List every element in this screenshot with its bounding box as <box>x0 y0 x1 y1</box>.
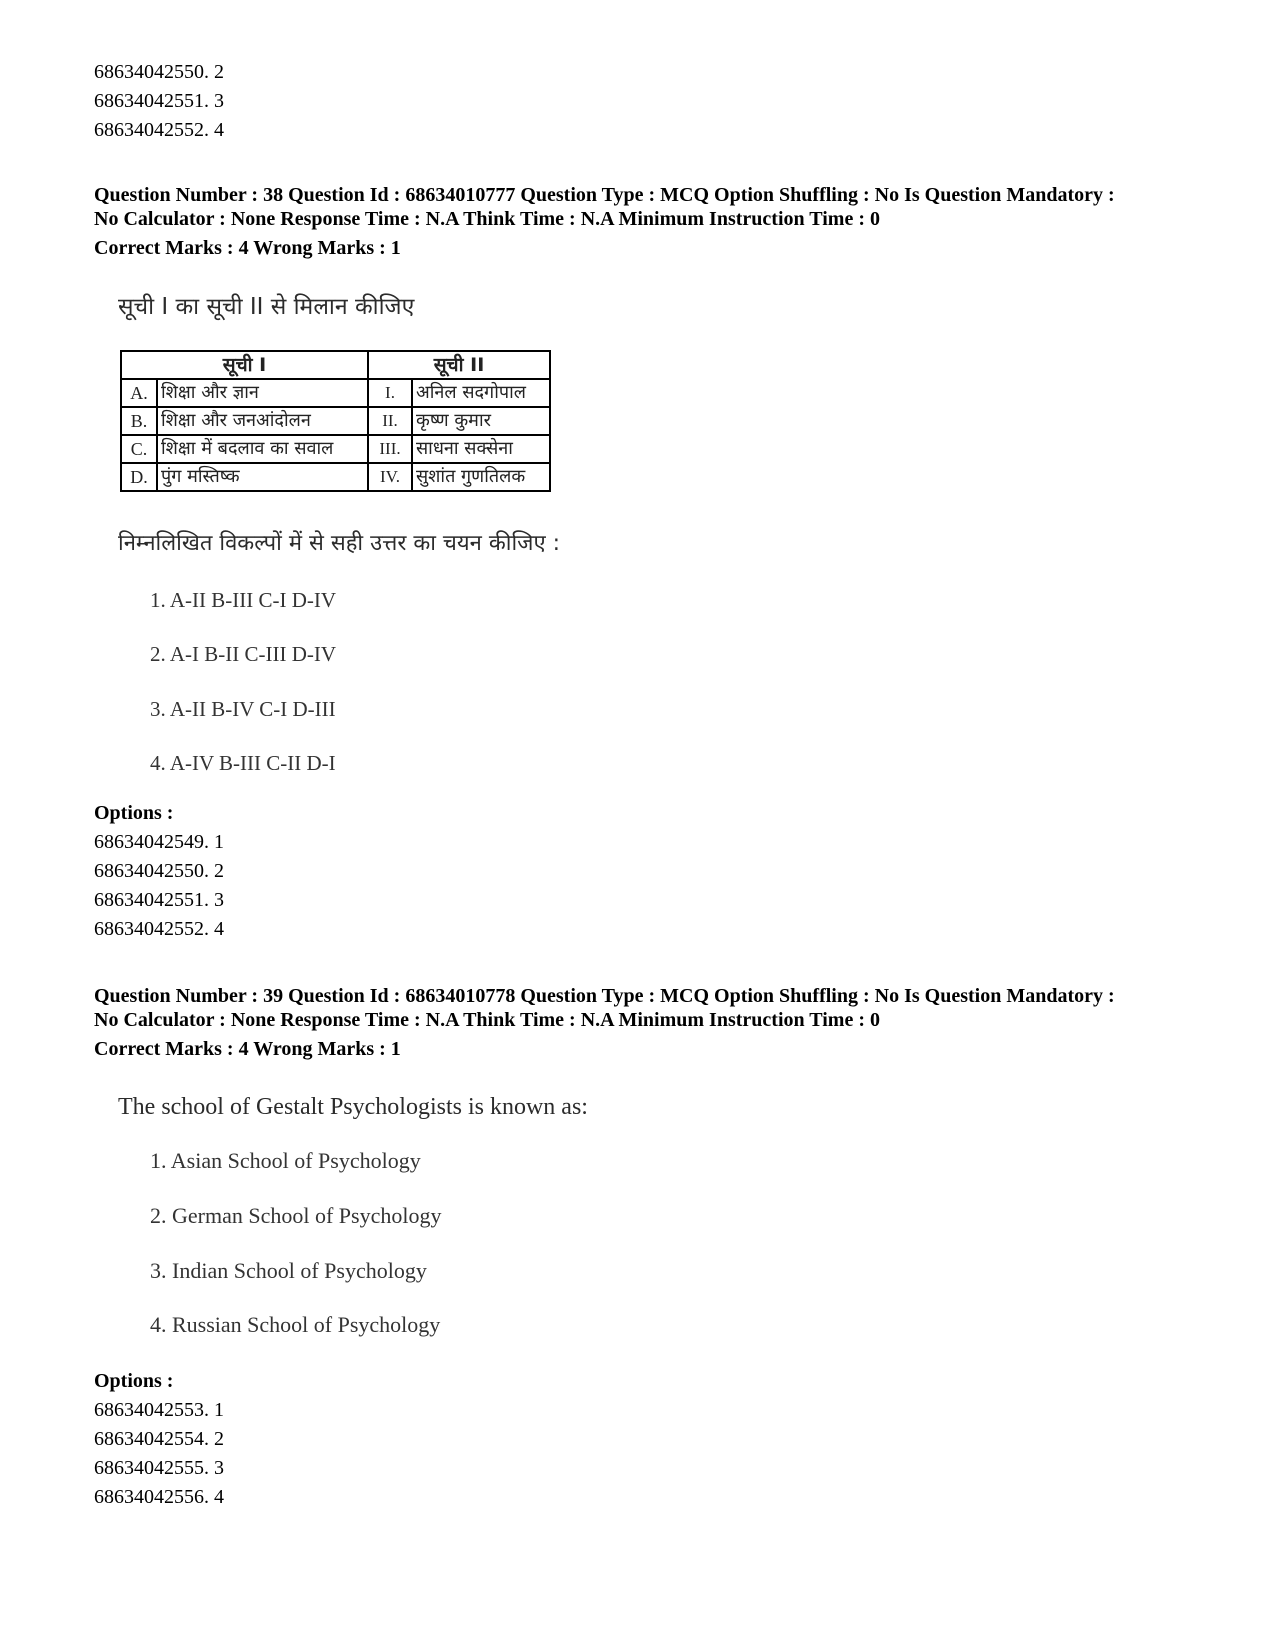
q38-choice: 1. A-II B-III C-I D-IV <box>150 588 337 612</box>
option-line: 68634042551. 3 <box>94 889 224 911</box>
prev-option-line: 68634042550. 2 <box>94 61 224 83</box>
row-key: C. <box>121 435 157 463</box>
table-row <box>121 435 550 463</box>
option-line: 68634042550. 2 <box>94 860 224 882</box>
option-line: 68634042553. 1 <box>94 1399 224 1421</box>
q38-marks: Correct Marks : 4 Wrong Marks : 1 <box>94 237 401 259</box>
list2-header: सूची II <box>368 351 550 379</box>
q38-match-table <box>120 350 551 492</box>
q38-header-line1: Question Number : 38 Question Id : 68634010777 Question Type : MCQ Option Shuffling : No Is Question Mandatory : <box>94 184 1115 206</box>
row-key: D. <box>121 463 157 491</box>
option-line: 68634042554. 2 <box>94 1428 224 1450</box>
q39-marks: Correct Marks : 4 Wrong Marks : 1 <box>94 1038 401 1060</box>
q38-options-label: Options : <box>94 802 174 824</box>
q39-header-line1: Question Number : 39 Question Id : 68634010778 Question Type : MCQ Option Shuffling : No Is Question Mandatory : <box>94 985 1115 1007</box>
row-key: B. <box>121 407 157 435</box>
table-row <box>121 407 550 435</box>
row-value: शिक्षा में बदलाव का सवाल <box>157 435 368 463</box>
row-key: III. <box>368 435 412 463</box>
table-row <box>121 379 550 407</box>
q38-choice: 2. A-I B-II C-III D-IV <box>150 642 337 666</box>
prev-option-line: 68634042552. 4 <box>94 119 224 141</box>
row-value: कृष्ण कुमार <box>412 407 550 435</box>
table-header-row <box>121 351 550 379</box>
q39-choice: 2. German School of Psychology <box>150 1203 442 1228</box>
q38-instruction: निम्नलिखित विकल्पों में से सही उत्तर का चयन कीजिए : <box>118 531 561 556</box>
q38-header-line2: No Calculator : None Response Time : N.A Think Time : N.A Minimum Instruction Time : 0 <box>94 208 880 230</box>
q39-choice: 1. Asian School of Psychology <box>150 1148 421 1173</box>
q39-choice: 4. Russian School of Psychology <box>150 1312 441 1337</box>
row-key: IV. <box>368 463 412 491</box>
option-line: 68634042555. 3 <box>94 1457 224 1479</box>
row-value: सुशांत गुणतिलक <box>412 463 550 491</box>
q38-choice: 4. A-IV B-III C-II D-I <box>150 751 336 775</box>
prev-option-line: 68634042551. 3 <box>94 90 224 112</box>
table-row <box>121 463 550 491</box>
q38-choice: 3. A-II B-IV C-I D-III <box>150 697 336 721</box>
row-value: शिक्षा और ज्ञान <box>157 379 368 407</box>
option-line: 68634042556. 4 <box>94 1486 224 1508</box>
q39-options-label: Options : <box>94 1370 174 1392</box>
q39-choice: 3. Indian School of Psychology <box>150 1258 427 1283</box>
q39-header-line2: No Calculator : None Response Time : N.A Think Time : N.A Minimum Instruction Time : 0 <box>94 1009 880 1031</box>
row-key: I. <box>368 379 412 407</box>
row-key: II. <box>368 407 412 435</box>
row-key: A. <box>121 379 157 407</box>
q38-prompt: सूची I का सूची II से मिलान कीजिए <box>118 294 415 320</box>
row-value: साधना सक्सेना <box>412 435 550 463</box>
row-value: अनिल सदगोपाल <box>412 379 550 407</box>
option-line: 68634042552. 4 <box>94 918 224 940</box>
row-value: शिक्षा और जनआंदोलन <box>157 407 368 435</box>
list1-header: सूची I <box>121 351 368 379</box>
option-line: 68634042549. 1 <box>94 831 224 853</box>
q39-prompt: The school of Gestalt Psychologists is known as: <box>118 1094 588 1120</box>
row-value: पुंग मस्तिष्क <box>157 463 368 491</box>
